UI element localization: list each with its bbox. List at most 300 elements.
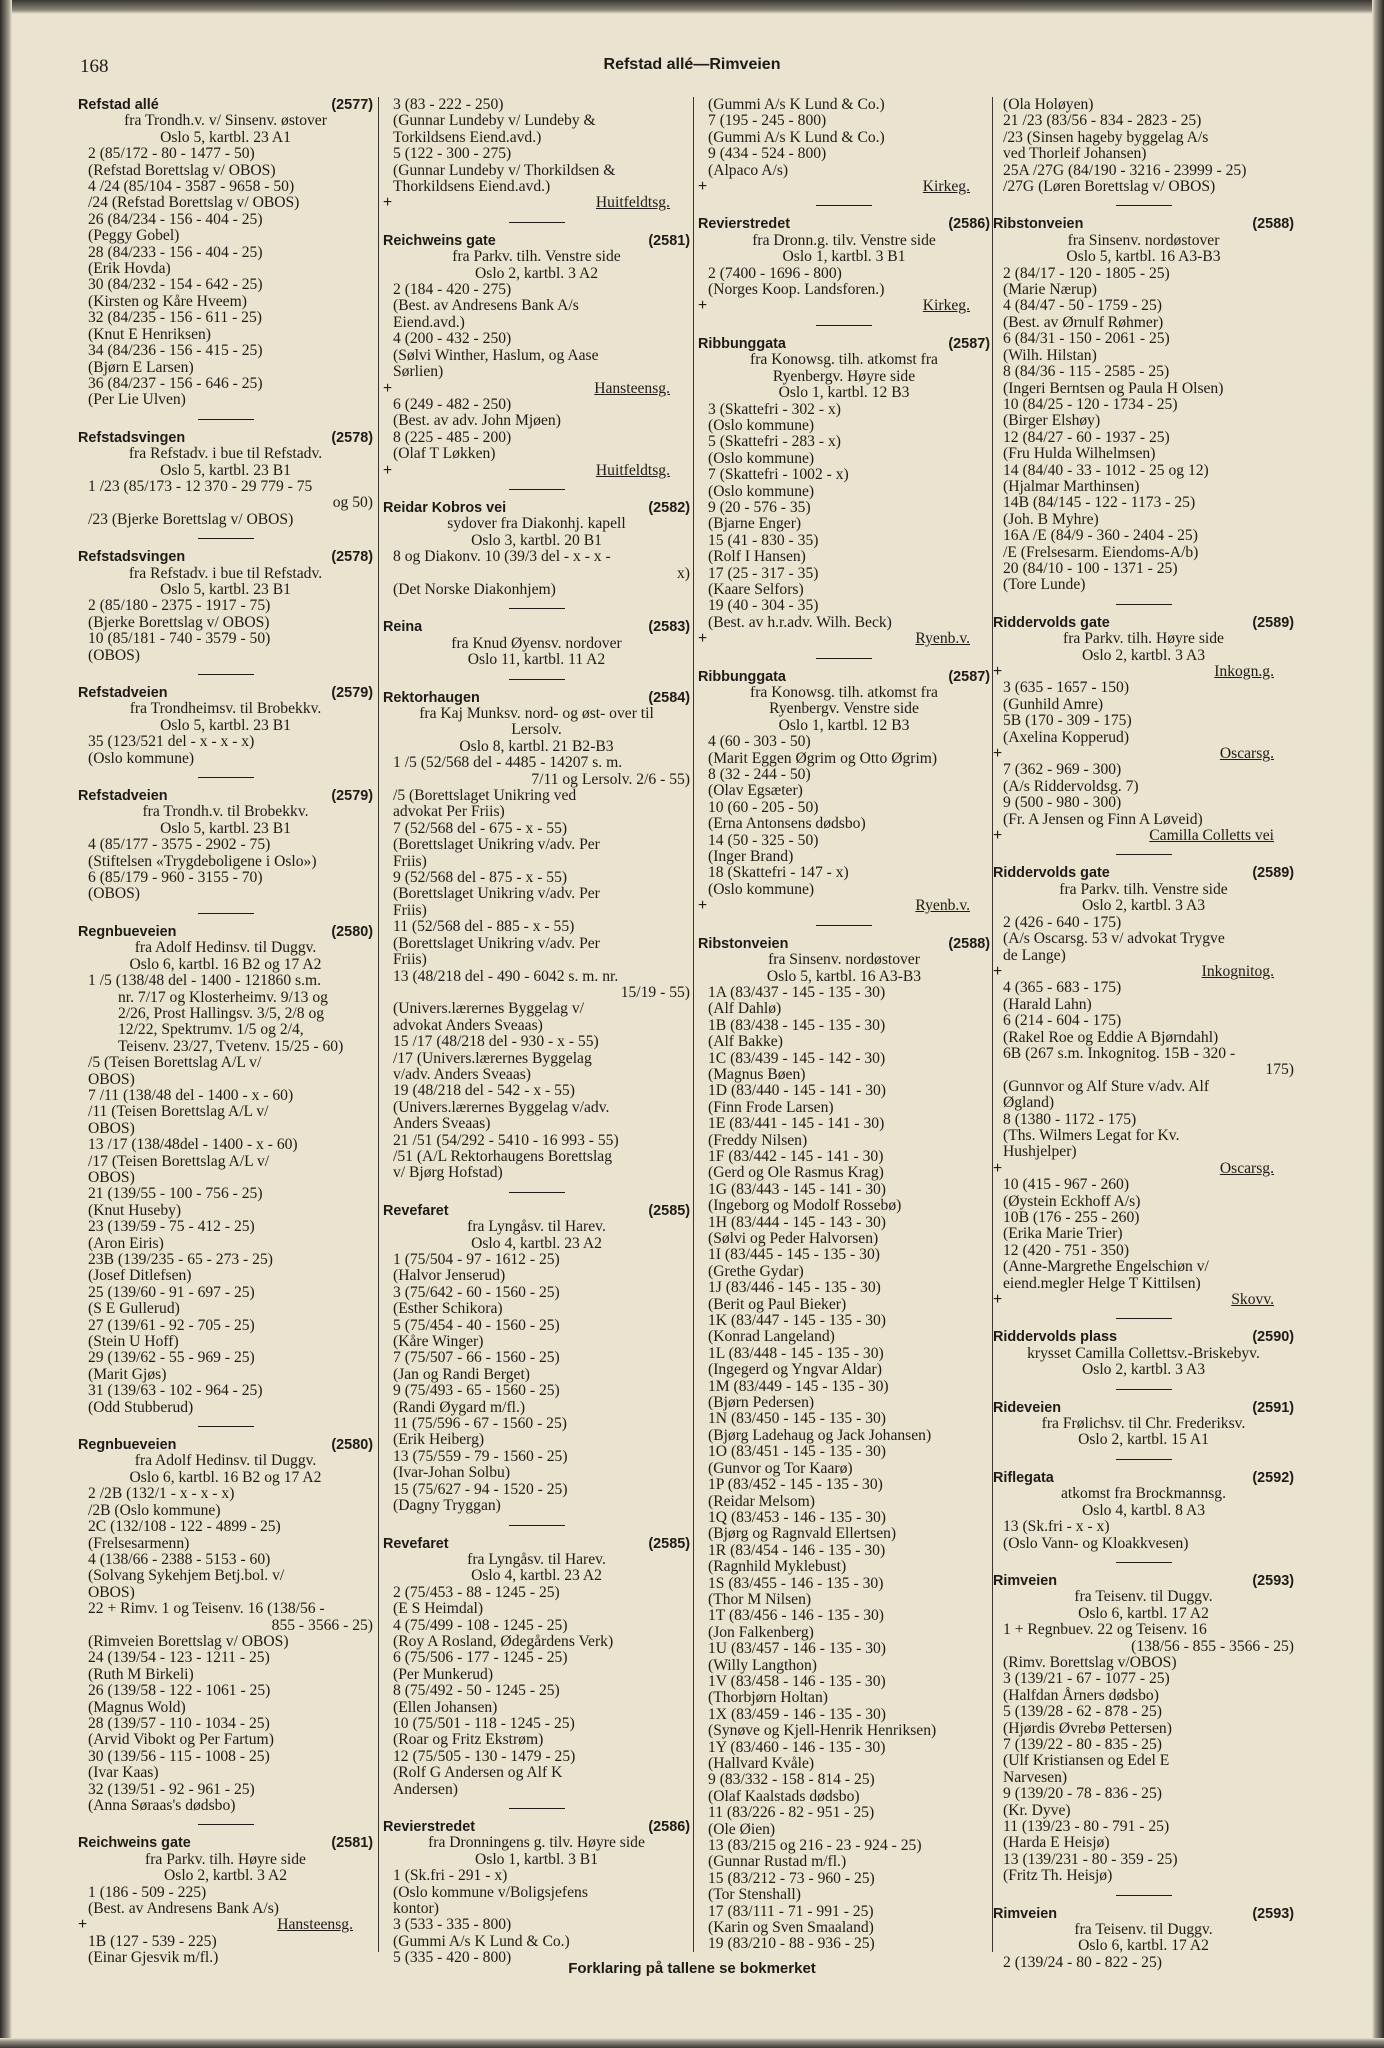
- property-entry: (Kaare Selfors): [708, 580, 804, 598]
- street-description: Oslo 2, kartbl. 3 A2: [474, 264, 598, 282]
- property-entry: 8 (32 - 244 - 50): [708, 766, 811, 784]
- column-3: [698, 97, 990, 1953]
- cross-street: [383, 195, 690, 211]
- street-number: (2580): [331, 1437, 373, 1454]
- property-entry: (Harald Lahn): [1003, 995, 1092, 1013]
- property-entry: 9 (434 - 524 - 800): [708, 145, 827, 163]
- street-description: Oslo 2, kartbl. 3 A3: [1081, 1361, 1205, 1379]
- running-head: Refstad allé—Rimveien: [603, 56, 781, 73]
- cross-street: [993, 964, 1294, 980]
- property-entry: (Synøve og Kjell-Henrik Henriksen): [708, 1722, 937, 1740]
- property-entry: 21 (139/55 - 100 - 756 - 25): [88, 1185, 263, 1203]
- street-description: fra Parkv. tilh. Venstre side: [452, 248, 621, 266]
- property-entry: (Erna Antonsens dødsbo): [708, 815, 866, 833]
- property-entry: 15 (75/627 - 94 - 1520 - 25): [393, 1480, 568, 1498]
- property-entry: 20 (84/10 - 100 - 1371 - 25): [1003, 559, 1178, 577]
- street-number: (2587): [948, 668, 990, 685]
- property-entry: (Best. av Andresens Bank A/s: [393, 297, 579, 315]
- street-name: Reichweins gate: [78, 1835, 191, 1852]
- entry-continuation: 7/11 og Lersolv. 2/6 - 55): [531, 770, 690, 788]
- street-heading: [78, 549, 373, 565]
- property-entry: 29 (139/62 - 55 - 969 - 25): [88, 1349, 255, 1367]
- property-entry: /17 (Univers.lærernes Byggelag: [393, 1049, 592, 1067]
- entry-divider: [509, 489, 565, 490]
- cross-street: [78, 1917, 373, 1933]
- column-divider: [693, 97, 694, 1952]
- property-entry: 11 (52/568 del - 885 - x - 55): [393, 918, 575, 936]
- street-heading: [78, 685, 373, 701]
- property-entry: 6 (84/31 - 150 - 2061 - 25): [1003, 330, 1170, 348]
- property-entry: (Alpaco A/s): [708, 161, 789, 179]
- property-entry: 5B (170 - 309 - 175): [1003, 712, 1132, 730]
- entry-divider: [509, 679, 565, 680]
- property-entry: (Borettslaget Unikring v/adv. Per: [393, 934, 600, 952]
- property-entry: 13 (48/218 del - 490 - 6042 s. m. nr.: [393, 967, 619, 985]
- property-entry: 5 (75/454 - 40 - 1560 - 25): [393, 1316, 560, 1334]
- entry-divider: [1116, 1389, 1172, 1390]
- property-entry: 13 (83/215 og 216 - 23 - 924 - 25): [708, 1837, 922, 1855]
- column-4: [993, 97, 1294, 1971]
- property-entry: (Univers.lærernes Byggelag v/: [393, 1000, 584, 1018]
- street-description: Ryenbergv. Venstre side: [769, 700, 919, 718]
- property-entry: (Josef Ditlefsen): [88, 1267, 192, 1285]
- street-name: Refstadveien: [78, 788, 168, 805]
- street-name: Reidar Kobros vei: [383, 499, 507, 516]
- entry-divider: [816, 205, 872, 206]
- property-entry: 2 (426 - 640 - 175): [1003, 913, 1122, 931]
- cross-street-name: Ryenb.v.: [915, 630, 970, 648]
- property-entry: 4 (85/177 - 3575 - 2902 - 75): [88, 836, 271, 854]
- property-entry: (Roar og Fritz Ekstrøm): [393, 1731, 544, 1749]
- property-entry: 1B (127 - 539 - 225): [88, 1932, 217, 1950]
- property-entry: (Best. av Ørnulf Røhmer): [1003, 313, 1164, 331]
- property-entry: 2 (85/172 - 80 - 1477 - 50): [88, 145, 255, 163]
- property-entry: 9 (500 - 980 - 300): [1003, 794, 1122, 812]
- street-name: Revefaret: [383, 1535, 449, 1552]
- property-entry: (Rolf G Andersen og Alf K: [393, 1764, 563, 1782]
- property-entry: (Ulf Kristiansen og Edel E: [1003, 1752, 1170, 1770]
- property-entry: 6 (85/179 - 960 - 3155 - 70): [88, 869, 263, 887]
- property-entry: (Birger Elshøy): [1003, 412, 1101, 430]
- property-entry: 2 (139/24 - 80 - 822 - 25): [1003, 1953, 1162, 1971]
- property-entry: 10 (415 - 967 - 260): [1003, 1176, 1130, 1194]
- property-entry: (Gummi A/s K Lund & Co.): [708, 96, 885, 113]
- property-entry: 1R (83/454 - 146 - 135 - 30): [708, 1541, 886, 1559]
- street-description: Oslo 1, kartbl. 3 B1: [782, 248, 906, 266]
- entry-divider: [1116, 854, 1172, 855]
- property-entry: (Rakel Roe og Eddie A Bjørndahl): [1003, 1028, 1219, 1046]
- street-heading: [383, 1536, 690, 1552]
- entry-divider: [198, 913, 254, 914]
- property-entry: (Gunnar Rustad m/fl.): [708, 1853, 847, 1871]
- property-entry: (Roy A Rosland, Ødegårdens Verk): [393, 1632, 614, 1650]
- street-name: Ribstonveien: [698, 935, 789, 952]
- property-entry: (Dagny Tryggan): [393, 1497, 501, 1515]
- street-description: fra Lyngåsv. til Harev.: [467, 1550, 606, 1568]
- street-number: (2586): [948, 216, 990, 233]
- property-entry: 3 (635 - 1657 - 150): [1003, 679, 1130, 697]
- property-entry: 1 /23 (85/173 - 12 370 - 29 779 - 75: [88, 477, 313, 495]
- street-name: Ribstonveien: [993, 216, 1084, 233]
- street-description: fra Trondheimsv. til Brobekkv.: [129, 700, 322, 718]
- property-entry: 10 (84/25 - 120 - 1734 - 25): [1003, 395, 1178, 413]
- property-entry: 7 (362 - 969 - 300): [1003, 761, 1122, 779]
- street-number: (2593): [1252, 1572, 1294, 1589]
- property-entry: 2 (84/17 - 120 - 1805 - 25): [1003, 264, 1170, 282]
- property-entry: 4 (365 - 683 - 175): [1003, 979, 1122, 997]
- property-entry: 25A /27G (84/190 - 3216 - 23999 - 25): [1003, 161, 1247, 179]
- property-entry: Andersen): [393, 1780, 458, 1798]
- property-entry: (Anne-Margrethe Engelschiøn v/: [1003, 1258, 1209, 1276]
- property-entry: Hushjelper): [1003, 1143, 1077, 1161]
- street-heading: [78, 1437, 373, 1453]
- property-entry: 9 (75/493 - 65 - 1560 - 25): [393, 1382, 560, 1400]
- property-entry: 30 (139/56 - 115 - 1008 - 25): [88, 1747, 270, 1765]
- property-entry: 5 (Skattefri - 283 - x): [708, 433, 841, 451]
- street-heading: [383, 1819, 690, 1835]
- property-entry: (Olaf T Løkken): [393, 445, 496, 463]
- street-description: fra Trondh.v. til Brobekkv.: [142, 803, 309, 821]
- street-description: Oslo 5, kartbl. 23 B1: [160, 580, 291, 598]
- street-description: fra Konowsg. tilh. atkomst fra: [750, 684, 938, 701]
- street-description: sydover fra Diakonhj. kapell: [447, 515, 626, 533]
- property-entry: Torkildsens Eiend.avd.): [393, 128, 542, 146]
- property-entry: eiend.megler Helge T Kittilsen): [1003, 1274, 1201, 1292]
- street-number: (2589): [1252, 865, 1294, 882]
- property-entry: 6 (75/506 - 177 - 1245 - 25): [393, 1649, 568, 1667]
- property-entry: (Olav Egsæter): [708, 782, 803, 800]
- street-name: Rektorhaugen: [383, 689, 480, 706]
- property-entry: (Fr. A Jensen og Finn A Løveid): [1003, 810, 1203, 828]
- property-entry: 12 (84/27 - 60 - 1937 - 25): [1003, 428, 1170, 446]
- street-heading: [993, 1906, 1294, 1922]
- property-entry: (Per Lie Ulven): [88, 391, 186, 409]
- cross-street-name: Skovv.: [1231, 1291, 1274, 1309]
- cross-street-name: Oscarsg.: [1219, 745, 1274, 763]
- property-entry: (Reidar Melsom): [708, 1492, 815, 1510]
- street-heading: [383, 1203, 690, 1219]
- street-description: Oslo 6, kartbl. 17 A2: [1078, 1937, 1209, 1955]
- property-entry: /23 (Bjerke Borettslag v/ OBOS): [88, 510, 294, 528]
- street-description: fra Adolf Hedinsv. til Duggv.: [134, 939, 317, 957]
- street-heading: [78, 788, 373, 804]
- property-entry: 3 (533 - 335 - 800): [393, 1916, 512, 1934]
- property-entry: OBOS): [88, 1583, 135, 1601]
- property-entry: 1 + Regnbuev. 22 og Teisenv. 16: [1003, 1621, 1207, 1639]
- property-entry: (Alf Dahlø): [708, 1000, 782, 1018]
- property-entry: (Erika Marie Trier): [1003, 1225, 1123, 1243]
- property-entry: (Bjarne Enger): [708, 515, 802, 533]
- property-entry: 28 (84/233 - 156 - 404 - 25): [88, 243, 263, 261]
- entry-divider: [198, 419, 254, 420]
- street-heading: [383, 619, 690, 635]
- cross-street-name: Kirkeg.: [922, 178, 970, 196]
- street-heading: [993, 615, 1294, 631]
- property-entry: 8 (84/36 - 115 - 2585 - 25): [1003, 363, 1170, 381]
- street-name: Ribbunggata: [698, 335, 786, 352]
- property-entry: 1S (83/455 - 146 - 135 - 30): [708, 1574, 884, 1592]
- street-heading: [78, 924, 373, 940]
- property-entry: 16A /E (84/9 - 360 - 2404 - 25): [1003, 527, 1198, 545]
- property-entry: 1H (83/444 - 145 - 143 - 30): [708, 1213, 887, 1231]
- property-entry: (Aron Eiris): [88, 1234, 164, 1252]
- property-entry: 1A (83/437 - 145 - 135 - 30): [708, 983, 886, 1001]
- street-number: (2577): [331, 97, 373, 113]
- property-entry: 8 (75/492 - 50 - 1245 - 25): [393, 1682, 560, 1700]
- property-entry: advokat Per Friis): [393, 803, 505, 821]
- property-entry: 21 /23 (83/56 - 834 - 2823 - 25): [1003, 112, 1202, 130]
- street-description: Oslo 2, kartbl. 15 A1: [1078, 1431, 1209, 1449]
- street-number: (2579): [331, 788, 373, 805]
- street-number: (2579): [331, 685, 373, 701]
- street-number: (2578): [331, 549, 373, 566]
- property-entry: 13 (75/559 - 79 - 1560 - 25): [393, 1447, 568, 1465]
- property-entry: 3 (Skattefri - 302 - x): [708, 400, 841, 418]
- entry-divider: [509, 1808, 565, 1809]
- property-entry: Narvesen): [1003, 1768, 1068, 1786]
- property-entry: (Solvang Sykehjem Betj.bol. v/: [88, 1567, 285, 1585]
- property-entry: 23B (139/235 - 65 - 273 - 25): [88, 1251, 273, 1268]
- property-entry: 7 (195 - 245 - 800): [708, 112, 827, 130]
- property-entry: (Sølvi og Peder Halvorsen): [708, 1230, 879, 1247]
- street-heading: [993, 865, 1294, 881]
- property-entry: 14B (84/145 - 122 - 1173 - 25): [1003, 494, 1196, 512]
- property-entry: 1L (83/448 - 145 - 135 - 30): [708, 1344, 884, 1362]
- property-entry: (Bjørg og Ragnvald Ellertsen): [708, 1525, 897, 1543]
- property-entry: (Gunnvor og Alf Sture v/adv. Alf: [1003, 1077, 1210, 1095]
- crossing-icon: +: [993, 1291, 1003, 1309]
- property-entry: (Oslo kommune): [708, 482, 815, 500]
- property-entry: OBOS): [88, 1168, 135, 1186]
- crossing-icon: +: [698, 297, 708, 315]
- street-number: (2592): [1252, 1469, 1294, 1486]
- cross-street-name: Hansteensg.: [594, 379, 670, 397]
- street-description: Oslo 5, kartbl. 23 A1: [160, 128, 291, 146]
- crossing-icon: +: [698, 630, 708, 648]
- property-entry: /2B (Oslo kommune): [88, 1501, 221, 1519]
- property-entry: (E S Heimdal): [393, 1600, 484, 1618]
- property-entry: /51 (A/L Rektorhaugens Borettslag: [393, 1147, 612, 1165]
- property-entry: (Magnus Bøen): [708, 1065, 806, 1083]
- property-entry: 1B (83/438 - 145 - 135 - 30): [708, 1016, 886, 1034]
- entry-divider: [509, 608, 565, 609]
- entry-continuation: (138/56 - 855 - 3566 - 25): [1131, 1637, 1294, 1655]
- property-entry: 8 (225 - 485 - 200): [393, 428, 512, 446]
- property-entry: 1J (83/446 - 145 - 135 - 30): [708, 1279, 881, 1297]
- cross-street-name: Huitfeldtsg.: [595, 461, 670, 479]
- page-edge-left: [0, 0, 12, 2048]
- property-entry: (Knut Huseby): [88, 1201, 182, 1219]
- property-entry: 26 (84/234 - 156 - 404 - 25): [88, 210, 263, 228]
- property-entry: Eiend.avd.): [393, 313, 465, 331]
- street-description: Oslo 8, kartbl. 21 B2-B3: [459, 737, 614, 755]
- property-entry: (Borettslaget Unikring v/adv. Per: [393, 836, 600, 854]
- street-name: Refstadveien: [78, 685, 168, 701]
- street-description: fra Teisenv. til Duggv.: [1074, 1588, 1213, 1606]
- property-entry: ved Thorleif Johansen): [1003, 145, 1147, 163]
- street-name: Revierstredet: [383, 1819, 475, 1835]
- street-description: Oslo 2, kartbl. 3 A2: [163, 1867, 287, 1885]
- street-description: fra Lyngåsv. til Harev.: [467, 1218, 606, 1236]
- property-entry: 1X (83/459 - 146 - 135 - 30): [708, 1705, 887, 1723]
- property-entry: (Oslo kommune): [708, 416, 815, 434]
- property-entry: (Ingeri Berntsen og Paula H Olsen): [1003, 379, 1224, 397]
- property-entry: 4 (75/499 - 108 - 1245 - 25): [393, 1616, 568, 1634]
- street-description: Ryenbergv. Høyre side: [772, 367, 916, 385]
- street-heading: [383, 690, 690, 706]
- property-entry: 34 (84/236 - 156 - 415 - 25): [88, 342, 263, 360]
- street-name: Riddervolds gate: [993, 865, 1110, 882]
- property-entry: (Marit Eggen Øgrim og Otto Øgrim): [708, 749, 938, 767]
- property-entry: (OBOS): [88, 885, 140, 903]
- street-number: (2578): [331, 429, 373, 446]
- cross-street: [993, 664, 1294, 680]
- property-entry: (Univers.lærernes Byggelag v/adv.: [393, 1098, 610, 1116]
- property-entry: (Best. av Andresens Bank A/s): [88, 1900, 279, 1918]
- property-entry: 1Q (83/453 - 146 - 135 - 30): [708, 1508, 887, 1526]
- property-entry: 9 (52/568 del - 875 - x - 55): [393, 869, 568, 887]
- entry-continuation: 855 - 3566 - 25): [271, 1616, 373, 1634]
- property-entry: 2 /2B (132/1 - x - x - x): [88, 1485, 235, 1503]
- street-heading: [383, 233, 690, 249]
- entry-divider: [816, 925, 872, 926]
- property-entry: Friis): [393, 852, 427, 870]
- property-entry: 1 (Sk.fri - 291 - x): [393, 1867, 508, 1885]
- street-heading: [993, 1400, 1294, 1416]
- street-name: Refstadsvingen: [78, 549, 186, 566]
- property-entry: (Gummi A/s K Lund & Co.): [393, 1932, 570, 1950]
- street-number: (2585): [648, 1535, 690, 1552]
- street-description: fra Knud Øyensv. nordover: [451, 634, 622, 652]
- crossing-icon: +: [993, 663, 1003, 680]
- property-entry: (Halfdan Årners dødsbo): [1003, 1686, 1159, 1704]
- street-name: Rimveien: [993, 1905, 1057, 1922]
- street-description: Oslo 4, kartbl. 23 A2: [471, 1234, 602, 1252]
- property-entry: 2 (184 - 420 - 275): [393, 281, 512, 299]
- street-description: fra Teisenv. til Duggv.: [1074, 1921, 1213, 1939]
- property-entry: 7 (139/22 - 80 - 835 - 25): [1003, 1735, 1162, 1753]
- street-description: fra Dronn.g. tilv. Venstre side: [752, 231, 936, 249]
- cross-street: [993, 828, 1294, 844]
- property-entry: 1I (83/445 - 145 - 135 - 30): [708, 1246, 880, 1264]
- entry-divider: [509, 1192, 565, 1193]
- cross-street: [993, 1292, 1294, 1308]
- property-entry: 18 (Skattefri - 147 - x): [708, 864, 849, 882]
- property-entry: (Ingegerd og Yngvar Aldar): [708, 1361, 882, 1379]
- property-entry: 27 (139/61 - 92 - 705 - 25): [88, 1316, 255, 1334]
- page-edge-top: [0, 0, 1384, 14]
- street-description: Oslo 2, kartbl. 3 A3: [1081, 646, 1205, 664]
- property-entry: (Oslo kommune): [708, 880, 815, 898]
- property-entry: (Grethe Gydar): [708, 1262, 804, 1280]
- property-entry: (Gerd og Ole Rasmus Krag): [708, 1164, 884, 1182]
- property-entry: 8 og Diakonv. 10 (39/3 del - x - x -: [393, 548, 611, 566]
- cross-street-name: Ryenb.v.: [915, 897, 970, 915]
- street-description: Lersolv.: [511, 721, 562, 739]
- property-entry: (Norges Koop. Landsforen.): [708, 281, 885, 299]
- property-entry: 1Y (83/460 - 146 - 135 - 30): [708, 1738, 886, 1756]
- property-entry: 5 (335 - 420 - 800): [393, 1949, 512, 1967]
- property-entry: 10 (85/181 - 740 - 3579 - 50): [88, 630, 271, 648]
- street-description: Oslo 6, kartbl. 16 B2 og 17 A2: [129, 955, 322, 973]
- entry-divider: [198, 538, 254, 539]
- street-name: Reichweins gate: [383, 232, 496, 249]
- entry-divider: [509, 222, 565, 223]
- street-number: (2582): [648, 499, 690, 516]
- property-entry: 32 (139/51 - 92 - 961 - 25): [88, 1780, 255, 1798]
- property-entry: 15 (41 - 830 - 35): [708, 531, 819, 549]
- entry-divider: [1116, 1459, 1172, 1460]
- entry-divider: [1116, 1562, 1172, 1563]
- property-entry: (Ragnhild Myklebust): [708, 1558, 847, 1576]
- street-description: fra Parkv. tilh. Venstre side: [1059, 880, 1228, 898]
- property-entry: 7 (75/507 - 66 - 1560 - 25): [393, 1349, 560, 1367]
- property-entry: 2C (132/108 - 122 - 4899 - 25): [88, 1518, 281, 1536]
- property-entry: 2 (7400 - 1696 - 800): [708, 264, 842, 282]
- property-entry: (Wilh. Hilstan): [1003, 346, 1097, 364]
- property-entry: (Ivar Kaas): [88, 1764, 159, 1782]
- property-entry: 13 (Sk.fri - x - x): [1003, 1518, 1110, 1536]
- entry-divider: [198, 674, 254, 675]
- street-description: Oslo 4, kartbl. 23 A2: [471, 1567, 602, 1585]
- crossing-icon: +: [993, 962, 1003, 980]
- property-entry: 13 /17 (138/48del - 1400 - x - 60): [88, 1136, 298, 1154]
- property-entry: (Kirsten og Kåre Hveem): [88, 292, 247, 310]
- property-entry: Sørlien): [393, 363, 444, 381]
- property-entry: Thorkildsens Eiend.avd.): [393, 178, 551, 196]
- property-entry: 7 (Skattefri - 1002 - x): [708, 466, 849, 484]
- crossing-icon: +: [383, 194, 393, 212]
- street-heading: [993, 1573, 1294, 1589]
- property-entry: (Rimv. Borettslag v/OBOS): [1003, 1653, 1177, 1671]
- cross-street-name: Camilla Colletts vei: [1149, 827, 1274, 845]
- property-entry: /11 (Teisen Borettslag A/L v/: [88, 1103, 269, 1121]
- property-entry: 3 (83 - 222 - 250): [393, 96, 504, 113]
- property-entry: (A/s Riddervoldsg. 7): [1003, 777, 1139, 795]
- property-entry: 11 (75/596 - 67 - 1560 - 25): [393, 1415, 567, 1433]
- property-entry: (Gummi A/s K Lund & Co.): [708, 128, 885, 146]
- property-entry: 1V (83/458 - 146 - 135 - 30): [708, 1672, 886, 1690]
- street-description: fra Trondh.v. v/ Sinsenv. østover: [124, 112, 327, 130]
- property-entry: 19 (83/210 - 88 - 936 - 25): [708, 1935, 875, 1953]
- property-entry: (Alf Bakke): [708, 1033, 783, 1051]
- property-entry: (Tore Lunde): [1003, 576, 1086, 594]
- property-entry: 1O (83/451 - 145 - 135 - 30): [708, 1443, 887, 1461]
- street-heading: [383, 500, 690, 516]
- crossing-icon: +: [698, 897, 708, 915]
- crossing-icon: +: [383, 379, 393, 397]
- property-entry: 1 /5 (138/48 del - 1400 - 121860 s.m.: [88, 972, 322, 990]
- property-entry: 22 + Rimv. 1 og Teisenv. 16 (138/56 -: [88, 1600, 325, 1618]
- property-entry: (Halvor Jenserud): [393, 1267, 506, 1285]
- street-description: Oslo 1, kartbl. 12 B3: [778, 384, 910, 402]
- property-entry: 14 (84/40 - 33 - 1012 - 25 og 12): [1003, 461, 1209, 479]
- street-heading: [993, 1470, 1294, 1486]
- property-entry: (Bjørg Ladehaug og Jack Johansen): [708, 1426, 932, 1444]
- cross-street-name: Hansteensg.: [277, 1916, 353, 1934]
- street-name: Riddervolds plass: [993, 1329, 1117, 1346]
- street-description: fra Parkv. tilh. Høyre side: [1063, 630, 1224, 648]
- footnote: Forklaring på tallene se bokmerket: [568, 1960, 816, 1977]
- street-description: fra Frølichsv. til Chr. Frederiksv.: [1041, 1415, 1246, 1433]
- property-entry: (Kåre Winger): [393, 1333, 484, 1351]
- property-entry: 1F (83/442 - 145 - 141 - 30): [708, 1147, 884, 1165]
- street-name: Ribbunggata: [698, 668, 786, 685]
- street-number: (2585): [648, 1202, 690, 1219]
- property-entry: 10 (75/501 - 118 - 1245 - 25): [393, 1714, 575, 1732]
- cross-street: [698, 898, 990, 914]
- column-divider: [378, 97, 379, 1952]
